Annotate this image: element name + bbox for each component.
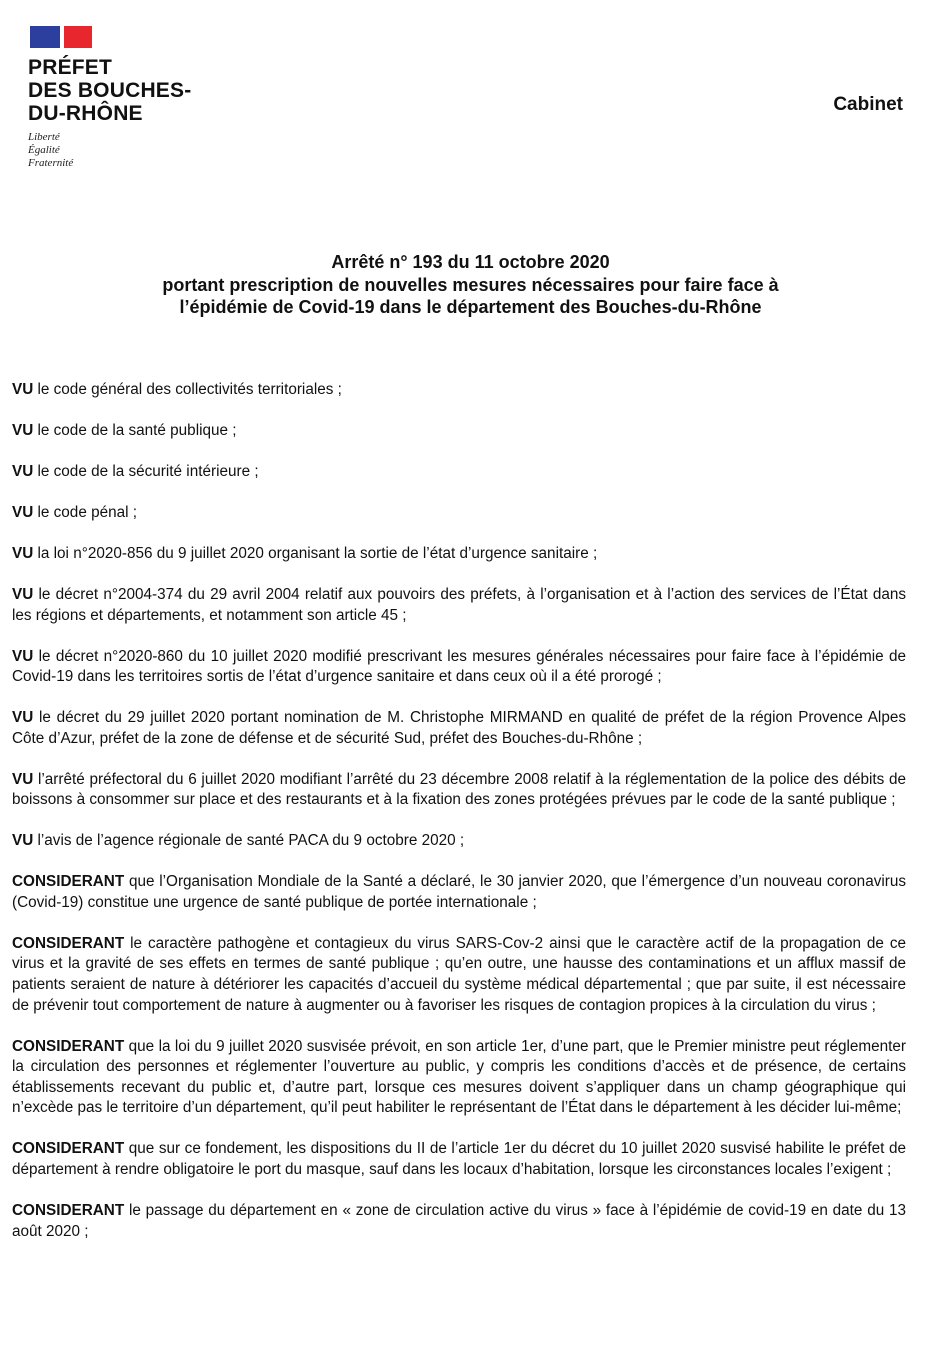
prefet-line: DES BOUCHES-: [28, 79, 192, 102]
clause-text: le code général des collectivités territoriales ;: [33, 381, 342, 398]
clause-lead: VU: [12, 585, 34, 603]
motto-line: Fraternité: [28, 157, 74, 169]
vu-clause: [12, 831, 906, 852]
clause-lead: CONSIDERANT: [12, 1037, 125, 1055]
clause-text: que sur ce fondement, les dispositions du II de l’article 1er du décret du 10 juillet 2020 susvisé habilite le préfet de département à rendre obligatoire le port du masque, sauf dans les locaux d’habitation, lorsque les circonstances locales l’exigent ;: [12, 1140, 906, 1178]
clause-lead: VU: [12, 770, 34, 788]
clause-text: le code pénal ;: [33, 503, 138, 521]
clause-lead: VU: [12, 421, 34, 439]
clause-text: la loi n°2020-856 du 9 juillet 2020 organisant la sortie de l’état d’urgence sanitaire ;: [33, 544, 598, 562]
decree-title-line: portant prescription de nouvelles mesures nécessaires pour faire face à: [162, 274, 779, 295]
clause-lead: CONSIDERANT: [12, 1201, 125, 1219]
prefet-line: DU-RHÔNE: [28, 102, 143, 125]
clause-text: l’avis de l’agence régionale de santé PACA du 9 octobre 2020 ;: [33, 832, 465, 850]
considerant-clause: [12, 934, 906, 1016]
vu-clause: [12, 544, 906, 565]
clause-lead: VU: [12, 462, 34, 480]
clause-lead: CONSIDERANT: [12, 934, 125, 952]
republic-motto: [28, 131, 228, 170]
clause-lead: CONSIDERANT: [12, 1140, 125, 1158]
vu-clause: [12, 770, 906, 811]
clause-text: le caractère pathogène et contagieux du virus SARS-Cov-2 ainsi que le caractère actif de la propagation de ce virus et la gravité de ses effets en termes de santé publique ; qu’en outre, une hausse des contaminations et un afflux massif de patients seraient de nature à détériorer les capacités d’accueil du système médical départemental ; que par suite, il est nécessaire de prévenir tout comportement de nature à augmenter ou à favoriser les risques de contagion propices à la circulation du virus ;: [12, 934, 906, 1014]
department-label: Cabinet: [833, 94, 903, 115]
clause-lead: VU: [12, 503, 34, 521]
motto-line: Égalité: [28, 144, 60, 156]
decree-body: [12, 380, 906, 1262]
considerant-clause: [12, 1037, 906, 1119]
vu-clause: [12, 380, 906, 401]
considerant-clause: [12, 1139, 906, 1180]
clause-text: le décret n°2020-860 du 10 juillet 2020 modifié prescrivant les mesures générales nécessaires pour faire face à l’épidémie de Covid-19 dans les territoires sortis de l’état d’urgence sanitaire et dans ceux où il a été prorogé ;: [12, 647, 906, 686]
prefet-name: [28, 56, 228, 125]
clause-text: que la loi du 9 juillet 2020 susvisée prévoit, en son article 1er, d’une part, que le Premier ministre peut réglementer la circulation des personnes et réglementer l’ouverture au public, y compris les conditions d’accès et de présence, de certains établissements recevant du public et, d’autre part, lorsque ces mesures doivent s’appliquer dans un champ géographique qui n’excède pas le territoire d’un département, qu’il peut habiliter le représentant de l’État dans le département à les décider lui-même;: [12, 1037, 906, 1117]
clause-lead: VU: [12, 381, 34, 398]
vu-clause: [12, 708, 906, 749]
clause-text: le code de la sécurité intérieure ;: [33, 462, 259, 480]
decree-title: [0, 251, 941, 319]
motto-line: Liberté: [28, 131, 60, 143]
marianne-flag-icon: [30, 26, 92, 48]
vu-clause: [12, 503, 906, 524]
clause-lead: VU: [12, 544, 34, 562]
clause-text: le passage du département en « zone de circulation active du virus » face à l’épidémie de covid-19 en date du 13 août 2020 ;: [12, 1201, 906, 1240]
clause-text: l’arrêté préfectoral du 6 juillet 2020 modifiant l’arrêté du 23 décembre 2008 relatif à la réglementation de la police des débits de boissons à consommer sur place et des restaurants et à la fixation des zones protégées prévues par le code de la santé publique ;: [12, 770, 906, 809]
clause-lead: VU: [12, 832, 34, 850]
decree-title-line: Arrêté n° 193 du 11 octobre 2020: [331, 252, 610, 272]
clause-text: le décret du 29 juillet 2020 portant nomination de M. Christophe MIRMAND en qualité de préfet de la région Provence Alpes Côte d’Azur, préfet de la zone de défense et de sécurité Sud, préfet des Bouches-du-Rhône ;: [12, 709, 906, 747]
clause-text: que l’Organisation Mondiale de la Santé a déclaré, le 30 janvier 2020, que l’émergence d’un nouveau coronavirus (Covid-19) constitue une urgence de santé publique de portée internationale ;: [12, 873, 906, 911]
clause-lead: CONSIDERANT: [12, 873, 125, 891]
clause-lead: VU: [12, 709, 34, 727]
clause-text: le décret n°2004-374 du 29 avril 2004 relatif aux pouvoirs des préfets, à l’organisation et à l’action des services de l’État dans les régions et départements, et notamment son article 45 ;: [12, 585, 906, 624]
vu-clause: [12, 647, 906, 688]
vu-clause: [12, 421, 906, 442]
considerant-clause: [12, 872, 906, 913]
clause-text: le code de la santé publique ;: [33, 421, 237, 439]
clause-lead: VU: [12, 647, 34, 665]
flag-red-stripe: [64, 26, 92, 48]
decree-title-line: l’épidémie de Covid-19 dans le département des Bouches-du-Rhône: [179, 297, 762, 317]
vu-clause: [12, 462, 906, 483]
prefecture-logo: [28, 26, 228, 170]
prefet-line: PRÉFET: [28, 56, 113, 79]
considerant-clause: [12, 1201, 906, 1242]
vu-clause: [12, 585, 906, 626]
flag-blue-stripe: [30, 26, 60, 48]
